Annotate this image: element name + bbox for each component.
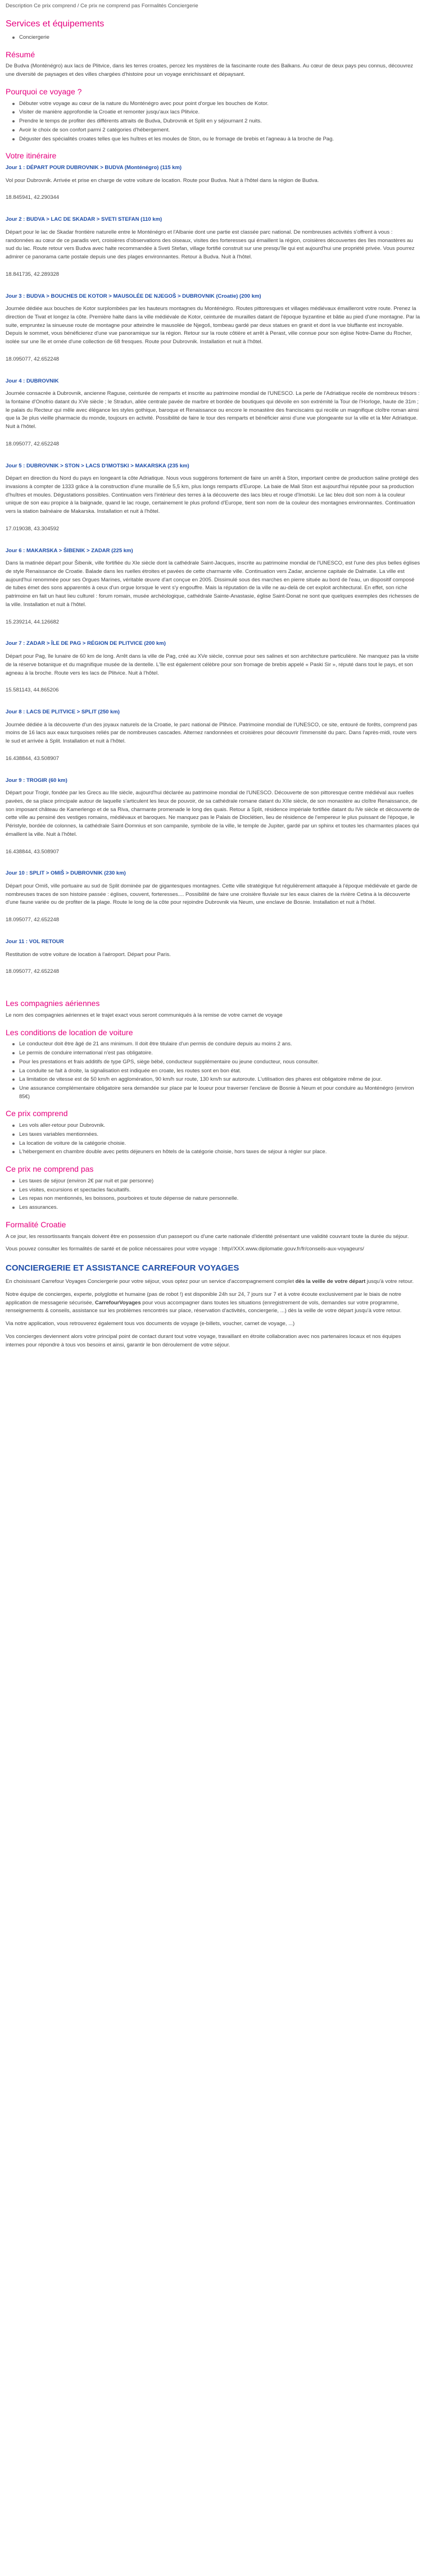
ce-prix-ne-comprend-pas-title: Ce prix ne comprend pas — [6, 1164, 94, 1174]
conciergerie-paragraph — [6, 1278, 420, 1286]
conciergerie-bold: CarrefourVoyages — [94, 1299, 141, 1306]
list-item: Pour les prestations et frais additifs de type GPS, siège bébé, conducteur supplémentaire ou jeune conducteur, nous consulter. — [19, 1058, 420, 1067]
conciergerie-text: En choisissant Carrefour Voyages Conciergerie pour votre séjour, vous optez pour un service d'accompagnement complet — [6, 1278, 296, 1285]
day-coords: 15.239214, 44.126682 — [6, 618, 60, 625]
day-text: Départ pour Omiš, ville portuaire au sud de Split dominée par de gigantesques montagnes. Cette ville stratégique fut régulièrement attaquée à l'époque médiévale et garde de nombreuses traces de son histoire passée : églises, couvent, forteresses.... Possibilité de faire une croisière fluviale sur les eaux claires de la rivière Cetina à la découverte d'une faune variée ou de profiter de la plage. Route le long de la côte pour rejoindre Dubrovnik via Neum, une enclave de Bosnie. Installation et nuit à l'hôtel. — [6, 883, 418, 906]
ce-prix-comprend-list — [6, 1122, 420, 1157]
conciergerie-paragraph: Vos concierges deviennent alors votre principal point de contact durant tout votre voyage, travaillant en étroite collaboration avec nos partenaires locaux et nos équipes internes pour répondre à tous vos besoins et ainsi, garantir le bon déroulement de votre séjour. — [6, 1333, 401, 1348]
day-coords: 15.581143, 44.865206 — [6, 687, 59, 694]
compagnies-section — [6, 999, 420, 1020]
formalite-link-text[interactable]: Vous pouvez consulter les formalités de santé et de police nécessaires pour votre voyage : http//XXX.www.diplomatie.gouv.fr/fr/conseils-aux-voyageurs/ — [6, 1246, 364, 1253]
day-block — [6, 777, 420, 857]
day-text: Départ pour le lac de Skadar frontière naturelle entre le Monténégro et l'Albanie dont une partie est classée parc national. De nombreuses activités s'offrent à vous : randonnées au cœur de ce paradis vert, croisières d'observations des oiseaux, visites des forteresses qui émaillent la région, croisières découvertes des îles monastères au sud du lac. Route retour vers Budva avec halte recommandée à Sveti Stefan, village fortifié construit sur une presqu'île qui est aujourd'hui une propriété privée. Vous pourrez admirer ce panorama carte postale depuis une des plages environnantes. Retour à Budva. Nuit à l'hôtel. — [6, 229, 415, 261]
day-coords: 17.019038, 43.304592 — [6, 525, 60, 532]
list-item: Les vols aller-retour pour Dubrovnik. — [19, 1122, 420, 1130]
day-title: Jour 6 : MAKARSKA > ŠIBENIK > ZADAR (225 km) — [6, 547, 133, 554]
day-title: Jour 2 : BUDVA > LAC DE SKADAR > SVETI STEFAN (110 km) — [6, 216, 162, 223]
day-block — [6, 708, 420, 763]
list-item: Les assurances. — [19, 1204, 420, 1212]
ce-prix-comprend-section — [6, 1109, 420, 1157]
list-item: Le permis de conduire international n'est pas obligatoire. — [19, 1049, 420, 1058]
day-text: Journée dédiée à la découverte d'un des joyaux naturels de la Croatie, le parc national de Plitvice. Patrimoine mondial de l'UNESCO, ce site, entouré de forêts, comprend pas moins de 16 lacs aux eaux turquoises reliés par de nombreuses cascades. Alternez randonnées et croisières pour découvrir l'immensité du parc. Dans l'après-midi, route vers le sud et arrivée à Split. Installation et nuit à l'hôtel. — [6, 721, 418, 745]
day-block — [6, 293, 420, 364]
day-coords: 18.095077, 42.652248 — [6, 917, 60, 923]
conciergerie-bold: dès la veille de votre départ — [295, 1278, 366, 1285]
day-block — [6, 547, 420, 627]
day-title: Jour 3 : BUDVA > BOUCHES DE KOTOR > MAUSOLÉE DE NJEGOŠ > DUBROVNIK (Croatie) (200 km) — [6, 293, 261, 299]
list-item: Débuter votre voyage au cœur de la nature du Monténégro avec pour point d'orgue les bouches de Kotor. — [19, 100, 420, 108]
list-item: Conciergerie — [19, 34, 420, 42]
day-title: Jour 8 : LACS DE PLITVICE > SPLIT (250 km) — [6, 708, 120, 715]
itineraire-section — [6, 151, 420, 976]
ce-prix-ne-comprend-pas-section — [6, 1164, 420, 1212]
conciergerie-text: jusqu'à votre retour. — [365, 1278, 414, 1285]
compagnies-title: Les compagnies aériennes — [6, 999, 100, 1008]
resume-text: De Budva (Monténégro) aux lacs de Plitvice, dans les terres croates, percez les mystères de la fascinante route des Balkans. Au cœur de deux pays peu connus, découvrez une diversité de paysages et des villes chargées d'histoire pour un voyage enrichissant et dépaysant. — [6, 63, 414, 78]
day-coords: 18.845941, 42.290344 — [6, 194, 60, 201]
compagnies-text: Le nom des compagnies aériennes et le trajet exact vous seront communiqués à la remise de votre carnet de voyage — [6, 1012, 283, 1018]
pourquoi-list — [6, 100, 420, 144]
breadcrumb[interactable]: Description Ce prix comprend / Ce prix ne comprend pas Formalités Conciergerie — [6, 3, 198, 9]
day-coords: 18.095077, 42.652248 — [6, 968, 60, 975]
list-item: Prendre le temps de profiter des différents attraits de Budva, Dubrovnik et Split en y séjournant 2 nuits. — [19, 117, 420, 126]
conditions-section — [6, 1028, 420, 1102]
conciergerie-paragraph: Via notre application, vous retrouverez également tous vos documents de voyage (e-billets, voucher, carnet de voyage, ...) — [6, 1321, 295, 1327]
conciergerie-text: Notre équipe de concierges, experte, polyglotte et humaine (pas de robot !) est disponible 24h sur 24, 7 jours sur 7 et à votre écoute exclusivement par le biais de notre application de messagerie sécurisée, — [6, 1291, 401, 1306]
day-block — [6, 164, 420, 202]
list-item: Les taxes variables mentionnées. — [19, 1131, 420, 1139]
day-coords: 16.438844, 43.508907 — [6, 755, 60, 762]
list-item: Les taxes de séjour (environ 2€ par nuit et par personne) — [19, 1177, 420, 1186]
day-title: Jour 10 : SPLIT > OMIŠ > DUBROVNIK (230 km) — [6, 870, 126, 877]
list-item: La location de voiture de la catégorie choisie. — [19, 1140, 420, 1148]
day-coords: 18.095077, 42.652248 — [6, 440, 60, 447]
day-block — [6, 640, 420, 695]
list-item: Les visites, excursions et spectacles facultatifs. — [19, 1186, 420, 1195]
pourquoi-title: Pourquoi ce voyage ? — [6, 87, 82, 96]
formalite-text: A ce jour, les ressortissants français doivent être en possession d'un passeport ou d'une carte nationale d'identité présentant une validité couvrant toute la durée du séjour. — [6, 1233, 409, 1240]
day-title: Jour 5 : DUBROVNIK > STON > LACS D'IMOTSKI > MAKARSKA (235 km) — [6, 462, 189, 469]
day-text: Dans la matinée départ pour Šibenik, ville fortifiée du XIe siècle dont la cathédrale Saint-Jacques, inscrite au patrimoine mondial de l'UNESCO, est l'une des plus belles églises de style Renaissance de Croatie. Balade dans les ruelles étroites et pavées de cette charmante ville. Continuation vers Zadar, ancienne capitale de Dalmatie. La ville est aujourd'hui renommée pour ses Orgues Marines, véritable œuvre d'art conçue en 2005. Dissimulé sous des marches en pierre située au bord de l'eau, un dispositif composé de tubes émet des sons apparentés à ceux d'un orgue lorsque le vent s'y engouffre. Mais la réputation de la ville ne au-delà de cet exploit architectural. En effet, son riche patrimoine en fait un haut lieu culturel : forum romain, musée archéologique, cathédrale Sainte-Anastasie, église Saint-Donat ne sont que quelques exemples des richesses de la ville. Installation et nuit à l'hôtel. — [6, 560, 420, 608]
day-title: Jour 7 : ZADAR > ÎLE DE PAG > RÉGION DE PLITVICE (200 km) — [6, 640, 166, 647]
conciergerie-text: pour vous accompagner dans toutes les situations (enregistrement de vols, demandes sur votre programme, renseignements & conseils, assistance sur les problèmes rencontrés sur place, réservation d'activités, conciergerie, ...) dès la veille de votre départ jusqu'à votre retour. — [6, 1299, 402, 1314]
formalite-section — [6, 1220, 420, 1254]
day-title: Jour 9 : TROGIR (60 km) — [6, 777, 67, 784]
day-text: Vol pour Dubrovnik. Arrivée et prise en charge de votre voiture de location. Route pour Budva. Nuit à l'hôtel dans la région de Budva. — [6, 177, 319, 184]
conditions-list — [6, 1040, 420, 1101]
conciergerie-paragraph — [6, 1291, 420, 1316]
list-item: Déguster des spécialités croates telles que les huîtres et les moules de Ston, ou le fromage de brebis et l'agneau à la broche de Pag. — [19, 135, 420, 144]
ce-prix-ne-comprend-pas-list — [6, 1177, 420, 1212]
day-coords: 18.841735, 42.289328 — [6, 271, 60, 277]
day-text: Journée consacrée à Dubrovnik, ancienne Raguse, ceinturée de remparts et inscrite au patrimoine mondial de l'UNESCO. La perle de l'Adriatique recèle de nombreux trésors : la fontaine d'Onofrio datant du XVe siècle ; le Stradun, allée centrale pavée de marbre et bordée de boutiques qui dévoile en son extrémité la Tour de l'Horloge, haute de 31m ; le palais du Recteur qui mêle avec élégance les styles gothique, baroque et Renaissance ou encore le monastère des franciscains qui recèle un magnifique cloître roman ainsi que la 3e plus vieille pharmacie du monde, toujours en activité. Possibilité de faire le tour des remparts et bénéficier ainsi d'une vue plongeante sur la ville et la Mer Adriatique. Nuit à l'hôtel. — [6, 390, 420, 430]
day-block — [6, 462, 420, 534]
resume-title: Résumé — [6, 49, 35, 59]
list-item: La conduite se fait à droite, la signalisation est indiquée en croate, les routes sont en bon état. — [19, 1067, 420, 1076]
day-coords: 16.438844, 43.508907 — [6, 848, 60, 855]
list-item: Visiter de manière approfondie la Croatie et remonter jusqu'aux lacs Plitvice. — [19, 108, 420, 117]
list-item: La limitation de vitesse est de 50 km/h en agglomération, 90 km/h sur route, 130 km/h sur autoroute. L'utilisation des phares est obligatoire même de jour. — [19, 1076, 420, 1084]
day-text: Journée dédiée aux bouches de Kotor surplombées par les hauteurs montagnes du Monténégro. Routes pittoresques et villages médiévaux émailleront votre route. Prenez la direction de Tivat et longez la côte. Première halte dans la ville médiévale de Kotor, ceinturée de murailles datant de l'époque byzantine et bâtie au pied d'une montagne. Par la suite, empruntez la sinueuse route de montagne pour atteindre le mausolée de Njegoš, tombeau gardé par deux statues en granit et dont la vue bluffante est incroyable. Depuis le sommet, vous bénéficierez d'une vue panoramique sur la région. Retour sur la route côtière et arrêt à Perast, ville connue pour son église Notre-Dame du Rocher, isolée sur une île et ornée d'une collection de 68 fresques. Route pour Dubrovnik. Installation et nuit à l'hôtel. — [6, 306, 420, 345]
ce-prix-comprend-title: Ce prix comprend — [6, 1109, 68, 1118]
day-block — [6, 377, 420, 449]
conciergerie-section — [6, 1262, 420, 1349]
day-text: Départ pour Pag, île lunaire de 60 km de long. Arrêt dans la ville de Pag, créé au XVe siècle, connue pour ses salines et son architecture particulière. Ne manquez pas la visite de la réserve botanique et du magnifique musée de la dentelle. L'île est également célèbre pour son fromage de brebis appelé « Paski Sir », réputé dans tout le pays, et son agneau à la broche. Route vers les lacs de Plitvice. Nuit à l'hôtel. — [6, 653, 419, 676]
day-coords: 18.095077, 42.652248 — [6, 356, 60, 362]
services-title: Services et équipements — [6, 19, 105, 29]
day-title: Jour 11 : VOL RETOUR — [6, 938, 64, 945]
day-block — [6, 938, 420, 976]
day-text: Restitution de votre voiture de location à l'aéroport. Départ pour Paris. — [6, 951, 171, 958]
list-item: Avoir le choix de son confort parmi 2 catégories d'hébergement. — [19, 126, 420, 135]
list-item: Les repas non mentionnés, les boissons, pourboires et toute dépense de nature personnelle. — [19, 1195, 420, 1203]
day-block — [6, 870, 420, 925]
list-item: Une assurance complémentaire obligatoire sera demandée sur place par le loueur pour traverser l'enclave de Bosnie à Neum et pour conduire au Monténégro (environ 85€) — [19, 1085, 420, 1101]
resume-section — [6, 50, 420, 79]
itineraire-title: Votre itinéraire — [6, 151, 57, 161]
day-text: Départ en direction du Nord du pays en longeant la côte Adriatique. Nous vous suggérons fortement de faire un arrêt à Ston, important centre de production saline protégé des invasions à compter de 1333 grâce à la construction d'une muraille de 5,5 km, plus longs remparts d'Europe. La baie de Mali Ston est aujourd'hui réputée pour sa production d'huîtres et moules. Dégustations possibles. Continuation vers l'intérieur des terres à la découverte des lacs bleu et rouge d'Imotski. Le lac bleu doit son nom à la couleur unique de son eau propice à la baignade, quand le lac rouge, certainement le plus profond d'Europe, tient son nom de la couleur des montagnes environnantes. Continuation vers la station balnéaire de Makarska. Installation et nuit à l'hôtel. — [6, 475, 419, 515]
day-block — [6, 216, 420, 279]
pourquoi-section — [6, 87, 420, 143]
day-title: Jour 4 : DUBROVNIK — [6, 377, 59, 384]
list-item: Le conducteur doit être âgé de 21 ans minimum. Il doit être titulaire d'un permis de conduire depuis au moins 2 ans. — [19, 1040, 420, 1049]
day-title: Jour 1 : DÉPART POUR DUBROVNIK > BUDVA (Monténégro) (115 km) — [6, 165, 182, 171]
services-list — [6, 34, 420, 42]
list-item: L'hébergement en chambre double avec petits déjeuners en hôtels de la catégorie choisie, hors taxes de séjour à régler sur place. — [19, 1148, 420, 1157]
conciergerie-title: CONCIERGERIE ET ASSISTANCE CARREFOUR VOYAGES — [6, 1263, 239, 1273]
services-section — [6, 19, 420, 42]
conditions-title: Les conditions de location de voiture — [6, 1027, 133, 1037]
formalite-title: Formalité Croatie — [6, 1219, 66, 1229]
day-text: Départ pour Trogir, fondée par les Grecs au IIIe siècle, aujourd'hui déclarée au patrimoine mondial de l'UNESCO. Découverte de son pittoresque centre médiéval aux ruelles pavées, de sa place principale autour de laquelle s'articulent les lieux de pouvoir, de sa cathédrale romane datant du XIIe siècle, de son monastère au cloître Renaissance, de son imposant château de Kamerlengo et de sa Riva, charmante promenade le long des quais. Retour à Split, résidence impériale fortifiée datant du IVe siècle et découverte de cette ville au pensiné des vestiges romains, médiévaux et baroques. Ne manquez pas le Palais de Dioclétien, lieu de résidence de l'empereur le plus puissant de l'époque, le Péristyle, bordée de colonnes, la cathédrale Saint-Domnius et son campanile, symbole de la ville, le temple de Jupiter, gardé par un sphinx et toutes les charmantes places qui émaillent la ville. Nuit à l'hôtel. — [6, 790, 420, 838]
